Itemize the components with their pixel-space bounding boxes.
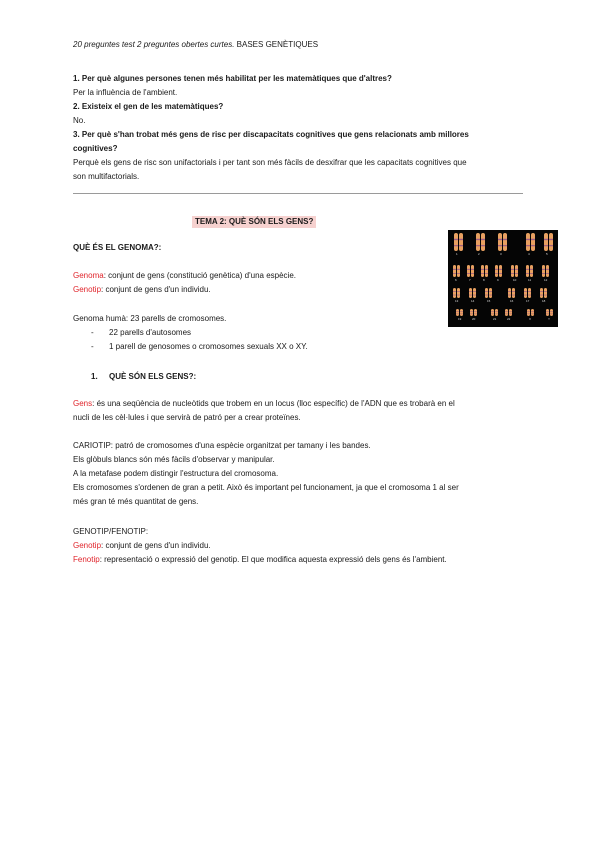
chromosome [508, 288, 511, 298]
chromosome [531, 233, 535, 251]
chromosome [457, 265, 460, 277]
chromosome [526, 233, 530, 251]
chromosome-label: 17 [526, 299, 530, 303]
document-header [73, 40, 318, 50]
chromosome-label: 5 [546, 252, 548, 256]
chromosome [470, 309, 473, 316]
chromosome [499, 265, 502, 277]
chromosome [515, 265, 518, 277]
chromosome-label: 8 [483, 278, 485, 282]
chromosome-label: 13 [455, 299, 459, 303]
cariotip-line-3: A la metafase podem distingir l'estructura del cromosoma. [73, 469, 279, 478]
fenotip-definition [73, 555, 447, 565]
genoma-definition [73, 271, 296, 281]
chromosome [471, 265, 474, 277]
chromosome-label: Y [548, 317, 551, 321]
chromosome-label: 3 [500, 252, 502, 256]
term-gens: Gens [73, 399, 93, 408]
chromosome [491, 309, 494, 316]
term-genotip: Genotip [73, 285, 102, 294]
genoma-definition-text: : conjunt de gens (constitució genètica) d'una espècie. [103, 271, 297, 280]
gens-definition-text: : és una seqüència de nucleòtids que trobem en un locus (lloc específic) de l'ADN que es trobarà en el [92, 399, 455, 408]
chromosome [511, 265, 514, 277]
answer-1: Per la influència de l'ambient. [73, 88, 178, 97]
chromosome [485, 265, 488, 277]
genotip-definition-text: : conjunt de gens d'un individu. [101, 285, 211, 294]
term-genoma: Genoma [73, 271, 104, 280]
genotip-fenotip-heading: GENOTIP/FENOTIP: [73, 527, 149, 536]
bullet-dash: - [91, 342, 94, 351]
tema-title: TEMA 2: QUÈ SÓN ELS GENS? [192, 216, 316, 228]
chromosome [495, 265, 498, 277]
chromosome-label: 19 [458, 317, 462, 321]
header-title: BASES GENÈTIQUES [236, 40, 319, 49]
chromosome [474, 309, 477, 316]
chromosome [509, 309, 512, 316]
chromosome [481, 233, 485, 251]
chromosome [498, 233, 502, 251]
genoma-bullet-1: 22 parells d'autosomes [109, 328, 192, 337]
chromosome-label: X [529, 317, 532, 321]
chromosome [469, 288, 472, 298]
chromosome [495, 309, 498, 316]
chromosome [489, 288, 492, 298]
chromosome [453, 265, 456, 277]
chromosome-label: 2 [478, 252, 480, 256]
genotip-definition [73, 285, 211, 295]
chromosome-label: 6 [455, 278, 457, 282]
chromosome-label: 22 [507, 317, 511, 321]
chromosome [544, 288, 547, 298]
chromosome-label: 20 [472, 317, 476, 321]
chromosome [544, 233, 548, 251]
chromosome-label: 7 [469, 278, 471, 282]
answer-2: No. [73, 116, 86, 125]
chromosome [528, 288, 531, 298]
genoma-huma: Genoma humà: 23 parells de cromosomes. [73, 314, 227, 323]
chromosome-label: 11 [528, 278, 532, 282]
chromosome [457, 288, 460, 298]
bullet-dash: - [91, 328, 94, 337]
chromosome-label: 1 [456, 252, 458, 256]
header-italic-text: 20 preguntes test 2 preguntes obertes curtes. [73, 40, 235, 49]
term-fenotip: Fenotip [73, 555, 100, 564]
horizontal-divider [73, 193, 523, 194]
section-1-number: 1. [91, 372, 98, 381]
chromosome [481, 265, 484, 277]
cariotip-line-5: més gran té més quantitat de gens. [73, 497, 199, 506]
gens-definition-line-2: nucli de les cèl·lules i que servirà de patró per a crear proteïnes. [73, 413, 301, 422]
chromosome [485, 288, 488, 298]
chromosome [526, 265, 529, 277]
chromosome [453, 288, 456, 298]
chromosome [454, 233, 458, 251]
chromosome [503, 233, 507, 251]
cariotip-line-1: CARIOTIP: patró de cromosomes d'una espècie organitzat per tamany i les bandes. [73, 441, 371, 450]
answer-3-line-1: Perquè els gens de risc son unifactorials i per tant son més fàcils de desxifrar que les capacitats cognitives que [73, 158, 467, 167]
cariotip-line-2: Els glòbuls blancs són més fàcils d'observar y manipular. [73, 455, 275, 464]
chromosome-label: 21 [493, 317, 497, 321]
chromosome [476, 233, 480, 251]
chromosome [524, 288, 527, 298]
fenotip-definition-text: : representació o expressió del genotip. El que modifica aquesta expressió dels gens és l'ambient. [99, 555, 447, 564]
karyotype-image [448, 230, 558, 327]
chromosome-label: 12 [544, 278, 548, 282]
question-2: 2. Existeix el gen de les matemàtiques? [73, 102, 224, 111]
chromosome [542, 265, 545, 277]
chromosome [546, 309, 549, 316]
genotip-definition-2-text: : conjunt de gens d'un individu. [101, 541, 211, 550]
chromosome [467, 265, 470, 277]
chromosome-label: 14 [471, 299, 475, 303]
question-3-line-2: cognitives? [73, 144, 118, 153]
chromosome [456, 309, 459, 316]
chromosome-label: 10 [513, 278, 517, 282]
chromosome [473, 288, 476, 298]
genoma-heading: QUÈ ÉS EL GENOMA?: [73, 243, 162, 252]
answer-3-line-2: son multifactorials. [73, 172, 140, 181]
chromosome [460, 309, 463, 316]
cariotip-line-4: Els cromosomes s'ordenen de gran a petit. Això és important pel funcionament, ja que el cromosoma 1 al ser [73, 483, 459, 492]
question-1: 1. Per què algunes persones tenen més habilitat per les matemàtiques que d'altres? [73, 74, 392, 83]
term-genotip-2: Genotip [73, 541, 102, 550]
genotip-definition-2 [73, 541, 211, 551]
chromosome [531, 309, 534, 316]
chromosome [530, 265, 533, 277]
chromosome [540, 288, 543, 298]
chromosome-label: 18 [542, 299, 546, 303]
gens-definition-line-1 [73, 399, 455, 409]
chromosome [512, 288, 515, 298]
chromosome [550, 309, 553, 316]
chromosome-label: 15 [487, 299, 491, 303]
chromosome-label: 16 [510, 299, 514, 303]
chromosome [527, 309, 530, 316]
chromosome [546, 265, 549, 277]
chromosome [549, 233, 553, 251]
chromosome [459, 233, 463, 251]
chromosome [505, 309, 508, 316]
chromosome-label: 9 [497, 278, 499, 282]
chromosome-label: 4 [528, 252, 530, 256]
section-1-title: QUÈ SÓN ELS GENS?: [109, 372, 197, 381]
genoma-bullet-2: 1 parell de genosomes o cromosomes sexuals XX o XY. [109, 342, 308, 351]
question-3-line-1: 3. Per què s'han trobat més gens de risc per discapacitats cognitives que gens relacionats amb millores [73, 130, 469, 139]
